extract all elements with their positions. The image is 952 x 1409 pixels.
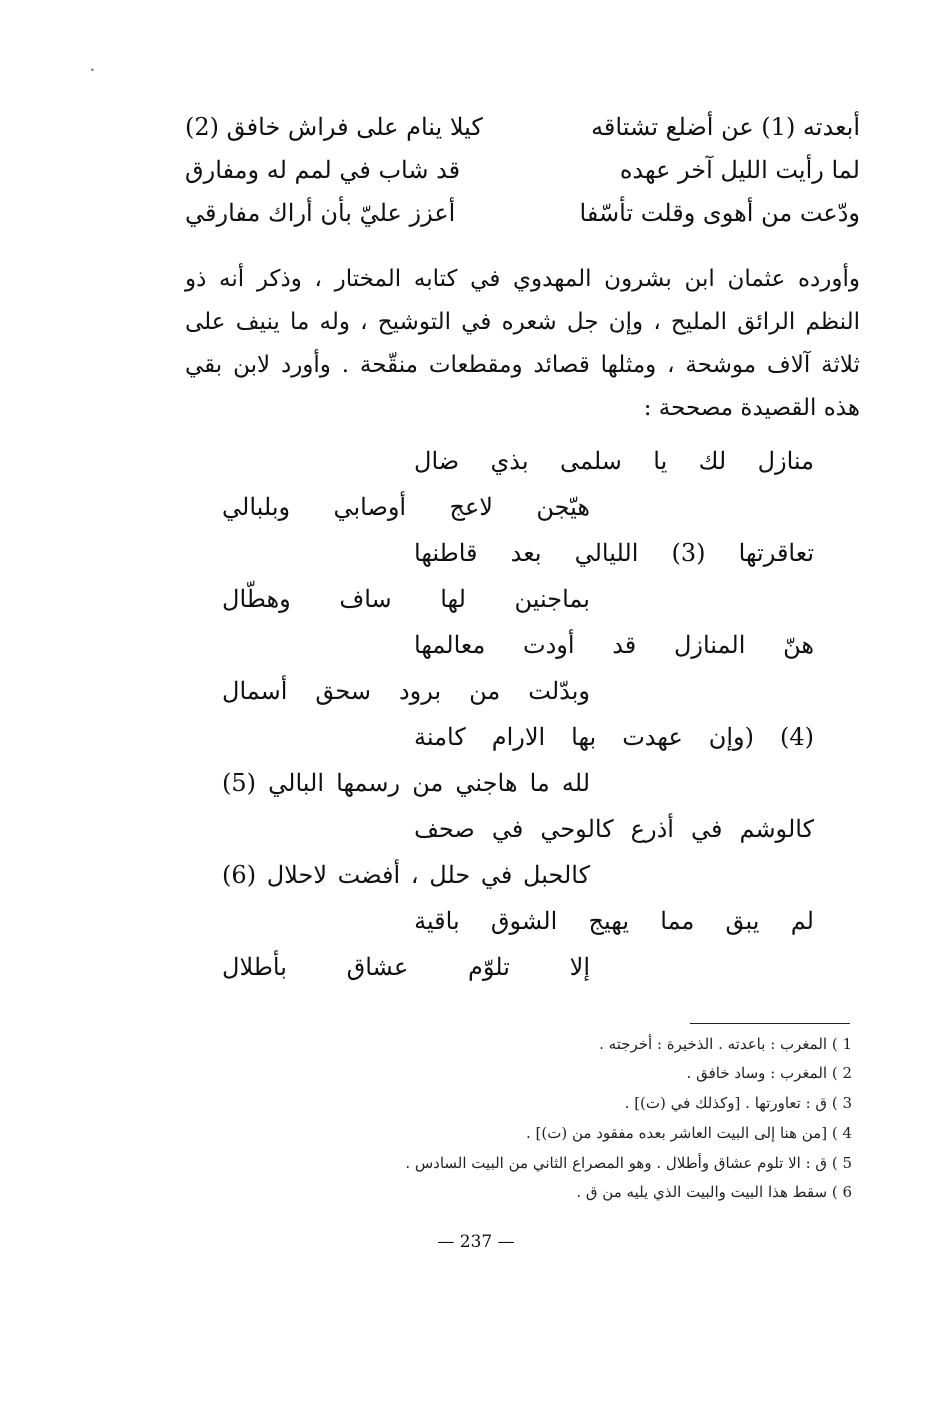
poem-word: بأطلال [222, 953, 287, 981]
poem-line-secondary [222, 769, 590, 809]
hemistich-left: أعزز عليّ بأن أراك مفارقي [185, 199, 456, 227]
footnote-5: 5 ) ق : الا تلوم عشاق وأطلال . وهو المصراع الثاني من البيت السادس . [405, 1154, 852, 1172]
poem-word: لها [440, 585, 466, 613]
footnote-2: 2 ) المغرب : وساد خافق . [686, 1064, 852, 1082]
poem-word: لاحلال [266, 861, 328, 889]
couplet-2 [185, 156, 860, 196]
poem-line-secondary [222, 953, 590, 993]
poem-word: منازل [757, 447, 814, 475]
poem-line-secondary [222, 585, 590, 625]
poem-word: وبدّلت [528, 677, 590, 705]
couplet-3 [185, 199, 860, 239]
poem-word: من [469, 677, 501, 705]
poem-word: يبق [725, 907, 760, 935]
scan-speck: • [90, 66, 95, 75]
poem-word: إلا [569, 953, 590, 981]
poem-word: الشوق [490, 907, 558, 935]
poem-word: أفضت [337, 861, 401, 889]
poem-word: (3) [671, 539, 706, 567]
poem-word: الليالي [574, 539, 639, 567]
poem-word: عشاق [346, 953, 409, 981]
poem-word: (5) [222, 769, 257, 797]
poem-word: بذي [490, 447, 529, 475]
poem-word: كالحبل [523, 861, 590, 889]
poem-word: لاعج [449, 493, 493, 521]
footnote-3: 3 ) ق : تعاورتها . [وكذلك في (ت)] . [624, 1094, 852, 1112]
poem-word: (وإن [708, 723, 754, 751]
poem-word: قاطنها [414, 539, 478, 567]
poem-word: هنّ [783, 631, 814, 659]
poem-word: لك [698, 447, 727, 475]
poem-word: الارام [491, 723, 546, 751]
poem-word: ساف [339, 585, 392, 613]
poem-word: في [491, 815, 524, 843]
poem-word: ضال [414, 447, 460, 475]
poem-word: رسمها [336, 769, 401, 797]
hemistich-right: ودّعت من أهوى وقلت تأسّفا [579, 199, 860, 227]
footnote-1: 1 ) المغرب : باعدته . الذخيرة : أخرجته . [599, 1035, 852, 1053]
hemistich-left: كيلا ينام على فراش خافق (2) [185, 113, 483, 141]
page-number: — 237 — [437, 1232, 515, 1252]
footnote-rule [690, 1023, 850, 1024]
poem-word: عهدت [622, 723, 683, 751]
poem-word: بماجنين [514, 585, 590, 613]
poem-word: يهيج [588, 907, 630, 935]
poem-word: لم [790, 907, 814, 935]
poem-word: أسمال [222, 677, 288, 705]
hemistich-right: لما رأيت الليل آخر عهده [619, 156, 860, 184]
poem-word: (6) [222, 861, 257, 889]
poem-word: صحف [414, 815, 475, 843]
poem-word: مما [660, 907, 695, 935]
poem-line-primary [414, 907, 814, 947]
poem-word: تلوّم [468, 953, 510, 981]
poem-word: كالوشم [739, 815, 814, 843]
footnote-6: 6 ) سقط هذا البيت والبيت الذي يليه من ق . [576, 1183, 852, 1201]
hemistich-right: أبعدته (1) عن أضلع تشتاقه [591, 113, 860, 141]
poem-line-primary [414, 723, 814, 763]
poem-word: سحق [315, 677, 372, 705]
poem-word: المنازل [673, 631, 746, 659]
poem-word: بها [571, 723, 597, 751]
poem-word: في [690, 815, 723, 843]
poem-line-primary [414, 815, 814, 855]
poem-word: في [480, 861, 513, 889]
poem-word: كامنة [414, 723, 466, 751]
poem-word: هيّجن [536, 493, 590, 521]
poem-word: سلمى [559, 447, 622, 475]
poem-word: وبلبالي [222, 493, 291, 521]
footnote-4: 4 ) [من هنا إلى البيت العاشر بعده مفقود من (ت)] . [526, 1124, 852, 1142]
poem-word: يا [653, 447, 668, 475]
poem-line-secondary [222, 493, 590, 533]
poem-word: كالوحي [540, 815, 614, 843]
poem-word: هاجني [455, 769, 518, 797]
poem-word: البالي [268, 769, 325, 797]
poem-word: باقية [414, 907, 460, 935]
poem-word: بعد [510, 539, 542, 567]
poem-line-primary [414, 539, 814, 579]
poem-word: أودت [522, 631, 575, 659]
poem-word: قد [612, 631, 637, 659]
poem-word: أوصابي [333, 493, 407, 521]
poem-word: أذرع [630, 815, 674, 843]
poem-word: ، [410, 861, 419, 889]
poem-word: (4) [779, 723, 814, 751]
poem-word: معالمها [414, 631, 486, 659]
poem-word: برود [398, 677, 442, 705]
poem-line-primary [414, 631, 814, 671]
poem-word: لله [561, 769, 590, 797]
hemistich-left: قد شاب في لمم له ومفارق [185, 156, 461, 184]
poem-line-primary [414, 447, 814, 487]
poem-word: ما [529, 769, 550, 797]
couplet-1 [185, 113, 860, 153]
poem-word: من [412, 769, 444, 797]
poem-word: حلل [429, 861, 471, 889]
poem-word: وهطّال [222, 585, 291, 613]
poem-word: تعاقرتها [738, 539, 814, 567]
poem-line-secondary [222, 677, 590, 717]
poem-line-secondary [222, 861, 590, 901]
body-paragraph: وأورده عثمان ابن بشرون المهدوي في كتابه المختار ، وذكر أنه ذو النظم الرائق المليح ، وإن جل شعره في التوشيح ، وله ما ينيف على ثلاثة آلاف موشحة ، ومثلها قصائد ومقطعات منقّحة . وأورد لابن بقي هذه القصيدة مصححة : [185, 266, 860, 421]
